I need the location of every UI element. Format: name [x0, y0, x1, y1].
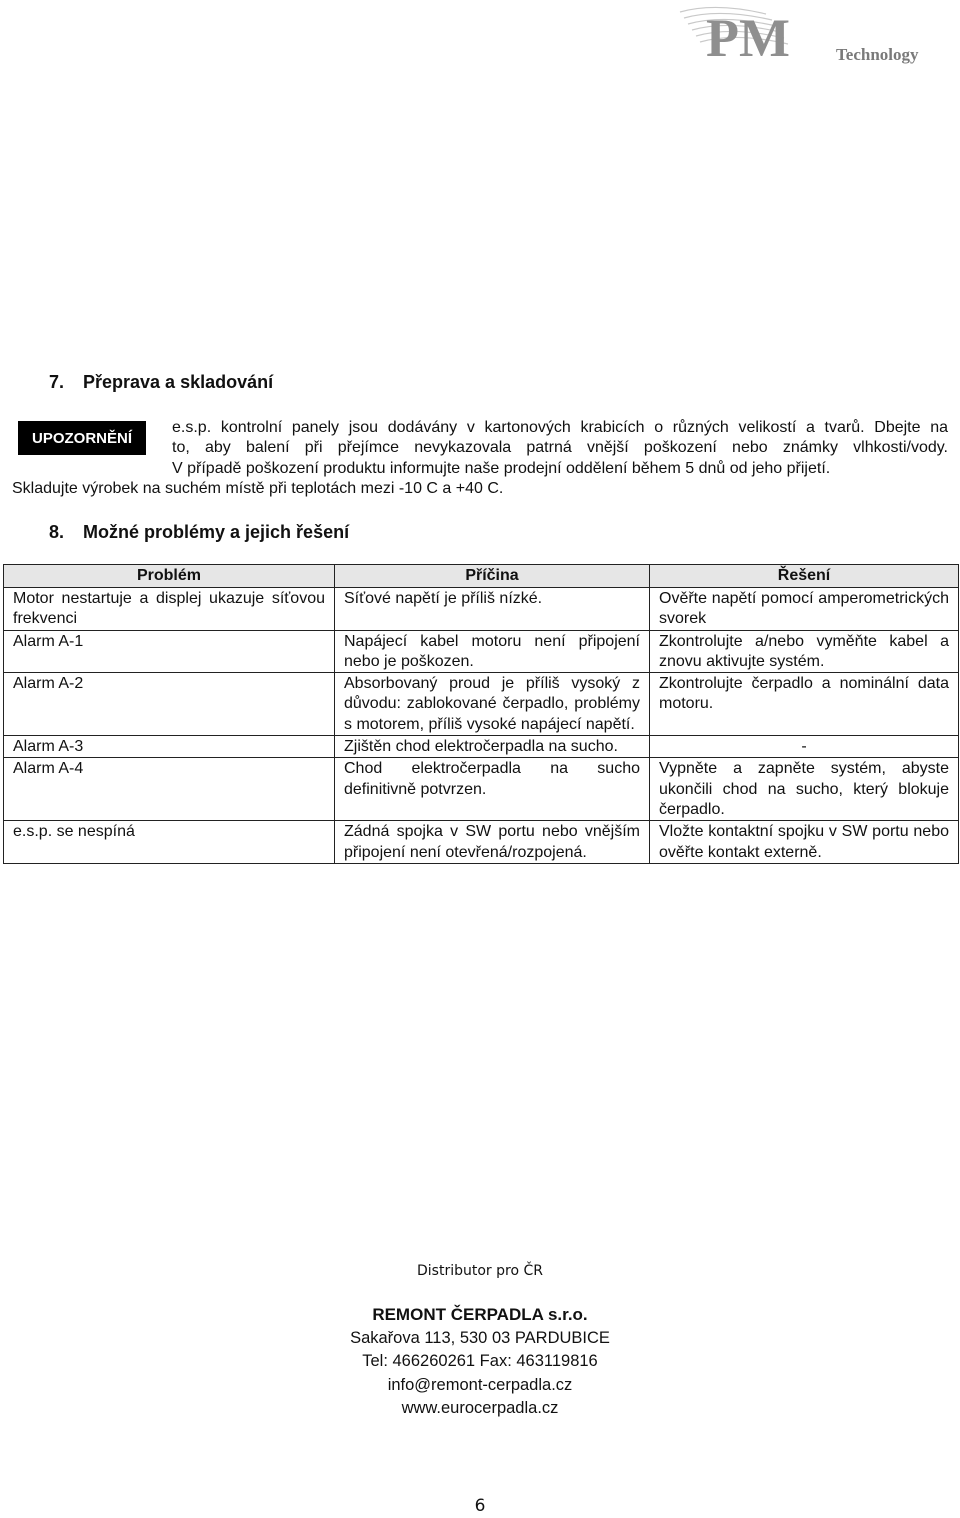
cause-cell: Síťové napětí je příliš nízké.	[335, 588, 650, 631]
problem-cell: Alarm A-3	[4, 736, 335, 758]
solution-cell: Vypněte a zapněte systém, abyste ukončili chod na sucho, který blokuje čerpadlo.	[650, 758, 959, 821]
page-number: 6	[474, 1496, 486, 1516]
solution-cell: Zkontrolujte čerpadlo a nominální data motoru.	[650, 673, 959, 736]
storage-text: Skladujte výrobek na suchém místě při teplotách mezi -10 C a +40 C.	[12, 480, 504, 497]
company-email[interactable]: info@remont-cerpadla.cz	[387, 1376, 573, 1394]
warning-line-3: V případě poškození produktu informujte naše prodejní oddělení během 5 dnů od jeho přijetí.	[172, 459, 831, 477]
cause-cell: Napájecí kabel motoru není připojení nebo je poškozen.	[335, 630, 650, 673]
troubleshooting-table	[3, 564, 959, 864]
header-solution: Řešení	[650, 565, 959, 588]
problem-cell: Alarm A-2	[4, 673, 335, 736]
logo-text: Technology	[836, 45, 919, 64]
cause-cell: Absorbovaný proud je příliš vysoký z důvodu: zablokované čerpadlo, problémy s motorem, příliš vysoké napájecí napětí.	[335, 673, 650, 736]
header-problem: Problém	[4, 565, 335, 588]
table-row	[4, 588, 959, 631]
header-cause: Příčina	[335, 565, 650, 588]
logo-mark: PM	[706, 8, 790, 68]
distributor-label: Distributor pro ČR	[417, 1263, 543, 1279]
table-row	[4, 673, 959, 736]
section-8-number: 8.	[49, 522, 65, 542]
logo-graphic	[676, 4, 952, 70]
pm-technology-logo	[676, 4, 952, 70]
table-row	[4, 821, 959, 864]
company-address: Sakařova 113, 530 03 PARDUBICE	[350, 1329, 610, 1347]
solution-cell: Zkontrolujte a/nebo vyměňte kabel a znovu aktivujte systém.	[650, 630, 959, 673]
company-phone: Tel: 466260261 Fax: 463119816	[362, 1352, 598, 1370]
problem-cell: Alarm A-1	[4, 630, 335, 673]
warning-badge: UPOZORNĚNÍ	[18, 421, 146, 455]
cause-cell: Zjištěn chod elektročerpadla na sucho.	[335, 736, 650, 758]
table-row	[4, 758, 959, 821]
table-row	[4, 736, 959, 758]
solution-cell: Ověřte napětí pomocí amperometrických svorek	[650, 588, 959, 631]
section-8-title: Možné problémy a jejich řešení	[83, 522, 350, 542]
warning-line-2: to, aby balení při přejímce nevykazovala patrná vnější poškození nebo známky vlhkosti/vody.	[172, 439, 948, 457]
section-8-heading	[49, 522, 349, 543]
solution-cell: Vložte kontaktní spojku v SW portu nebo ověřte kontakt externě.	[650, 821, 959, 864]
cause-cell: Chod elektročerpadla na sucho definitivně potvrzen.	[335, 758, 650, 821]
section-7-heading	[49, 372, 273, 393]
company-website[interactable]: www.eurocerpadla.cz	[401, 1399, 559, 1417]
problem-cell: Alarm A-4	[4, 758, 335, 821]
section-7-number: 7.	[49, 372, 65, 392]
cause-cell: Zádná spojka v SW portu nebo vnějším připojení není otevřená/rozpojená.	[335, 821, 650, 864]
problem-cell: e.s.p. se nespíná	[4, 821, 335, 864]
solution-cell: -	[650, 736, 959, 758]
company-name: REMONT ČERPADLA s.r.o.	[372, 1305, 588, 1324]
problem-cell: Motor nestartuje a displej ukazuje síťovou frekvenci	[4, 588, 335, 631]
warning-text	[172, 418, 948, 479]
table-row	[4, 630, 959, 673]
warning-line-1: e.s.p. kontrolní panely jsou dodávány v kartonových krabicích o různých velikostí a tvarů. Dbejte na	[172, 419, 948, 436]
section-7-title: Přeprava a skladování	[83, 372, 274, 392]
table-header-row	[4, 565, 959, 588]
